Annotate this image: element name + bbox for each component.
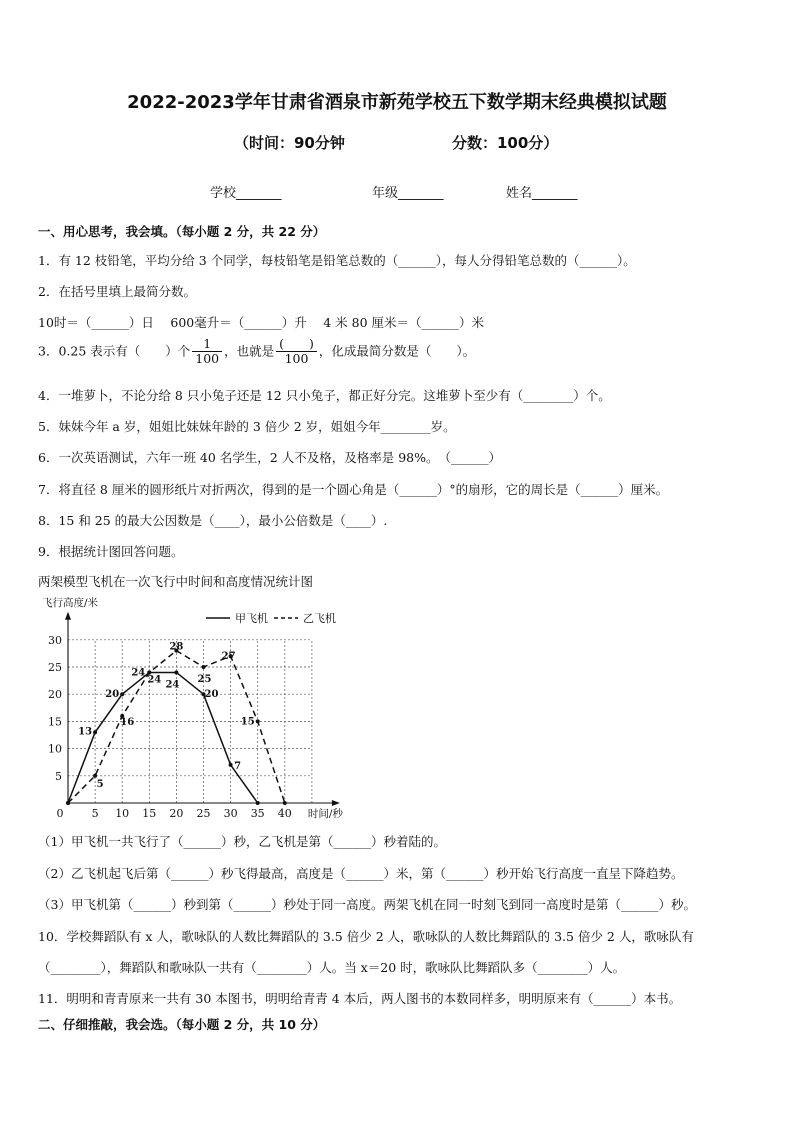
y-axis-arrow [65,612,71,620]
question-10-line-1: 10．学校舞蹈队有 x 人，歌咏队的人数比舞蹈队的 3.5 倍少 2 人，歌咏队的人数比舞蹈队的 3.5 倍少 2 人，歌咏队有 [38,929,694,944]
section-1-heading: 一、用心思考，我会填。（每小题 2 分，共 22 分） [38,224,326,239]
section-2-heading: 二、仔细推敲，我会选。（每小题 2 分，共 10 分） [38,1017,326,1032]
y-tick-label: 30 [48,633,62,647]
data-point [93,774,97,778]
x-tick-label: 5 [91,807,99,820]
x-tick-label: 10 [115,807,130,820]
question-2: 2．在括号里填上最简分数。 [38,284,196,299]
x-tick-label: 20 [169,807,184,820]
data-point [174,670,178,674]
chart-axes [42,596,343,820]
data-point [120,692,124,696]
chart-legend [206,611,336,625]
chart-grid [68,640,312,803]
data-label: 28 [169,641,184,653]
x-tick-label: 25 [196,807,211,820]
y-axis-label: 飞行高度/米 [42,597,99,609]
x-tick-label: 30 [223,807,238,820]
q3-part-b: ，也就是 [224,343,275,359]
q3-part-a: 3．0.25 表示有（ ）个 [38,343,191,359]
chart-caption: 两架模型飞机在一次飞行中时间和高度情况统计图 [38,574,314,589]
y-tick-label: 20 [48,688,62,702]
fraction-blank-over-100 [276,337,317,367]
data-point [283,801,287,805]
x-tick-label: 35 [250,807,265,820]
x-tick-label: 15 [142,807,157,820]
data-point [256,719,260,723]
fraction-denominator: 100 [195,351,220,367]
question-7: 7．将直径 8 厘米的圆形纸片对折两次，得到的是一个圆心角是（______）°的扇形，它的周长是（______）厘米。 [38,482,669,497]
data-point [229,763,233,767]
y-tick-label: 25 [48,661,62,674]
name-field: 姓名_______ [506,186,578,201]
data-label: 13 [78,726,93,738]
grade-field: 年级_______ [372,186,444,201]
data-label: 27 [221,651,236,663]
question-8: 8．15 和 25 的最大公因数是（____），最小公倍数是（____）. [38,513,388,528]
question-3 [38,337,475,367]
question-9: 9．根据统计图回答问题。 [38,544,184,559]
flight-height-chart [34,592,364,824]
x-axis-label: 时间/秒 [307,808,343,820]
fraction-numerator: 1 [192,337,222,352]
question-5: 5．妹妹今年 a 岁，姐姐比妹妹年龄的 3 倍少 2 岁，姐姐今年________岁。 [38,419,456,434]
legend-label: 甲飞机 [235,612,268,625]
data-label: 25 [197,674,212,685]
fraction-1-over-100 [192,337,222,367]
question-1: 1．有 12 枝铅笔，平均分给 3 个同学，每枝铅笔是铅笔总数的（______），每人分得铅笔总数的（______）。 [38,253,636,268]
data-label: 24 [165,679,180,691]
data-label: 16 [120,716,135,728]
time-label: （时间：90分钟 [234,134,345,152]
fraction-numerator: ( ) [276,337,317,352]
doc-title: 2022-2023学年甘肃省酒泉市新苑学校五下数学期末经典模拟试题 [127,92,667,113]
y-tick-label: 15 [48,715,62,729]
y-tick-label: 5 [55,769,62,783]
x-tick-label: 0 [56,807,64,820]
data-label: 15 [240,716,255,728]
chart-data-labels [78,642,255,790]
data-label: 24 [147,674,162,686]
question-2-blanks: 10时＝（______）日 600毫升＝（______）升 4 米 80 厘米＝（______）米 [38,315,484,330]
data-point [93,730,97,734]
data-label: 5 [96,778,104,790]
data-label: 7 [234,760,242,772]
question-9-2: （2）乙飞机起飞后第（______）秒飞得最高，高度是（______）米，第（______）秒开始飞行高度一直呈下降趋势。 [38,866,684,881]
question-6: 6．一次英语测试，六年一班 40 名学生，2 人不及格，及格率是 98%。 （______） [38,450,501,465]
q3-part-c: ，化成最简分数是（ ）。 [318,343,476,359]
data-point [256,801,260,805]
data-point [66,801,70,805]
question-4: 4．一堆萝卜，不论分给 8 只小兔子还是 12 只小兔子，都正好分完。这堆萝卜至少有（________）个。 [38,388,611,403]
data-label: 20 [204,689,219,701]
legend-label: 乙飞机 [303,612,336,625]
question-9-3: （3）甲飞机第（______）秒到第（______）秒处于同一高度。两架飞机在同一时刻飞到同一高度时是第（______）秒。 [38,897,696,912]
question-9-1: （1）甲飞机一共飞行了（______）秒，乙飞机是第（______）秒着陆的。 [38,834,446,849]
school-field: 学校_______ [210,186,282,201]
fraction-denominator: 100 [284,351,309,367]
y-tick-label: 10 [48,742,62,756]
data-point [202,665,206,669]
x-axis-arrow [332,800,340,806]
question-10-line-2: （________），舞蹈队和歌咏队一共有（________）人。当 x＝20 时，歌咏队比舞蹈队多（________）人。 [38,960,626,975]
data-label: 24 [131,667,146,679]
question-11: 11．明明和青青原来一共有 30 本图书，明明给青青 4 本后，两人图书的本数同样多，明明原来有（______）本书。 [38,991,682,1006]
data-label: 20 [105,689,120,701]
x-tick-label: 40 [277,807,292,820]
score-label: 分数：100分） [452,134,559,152]
